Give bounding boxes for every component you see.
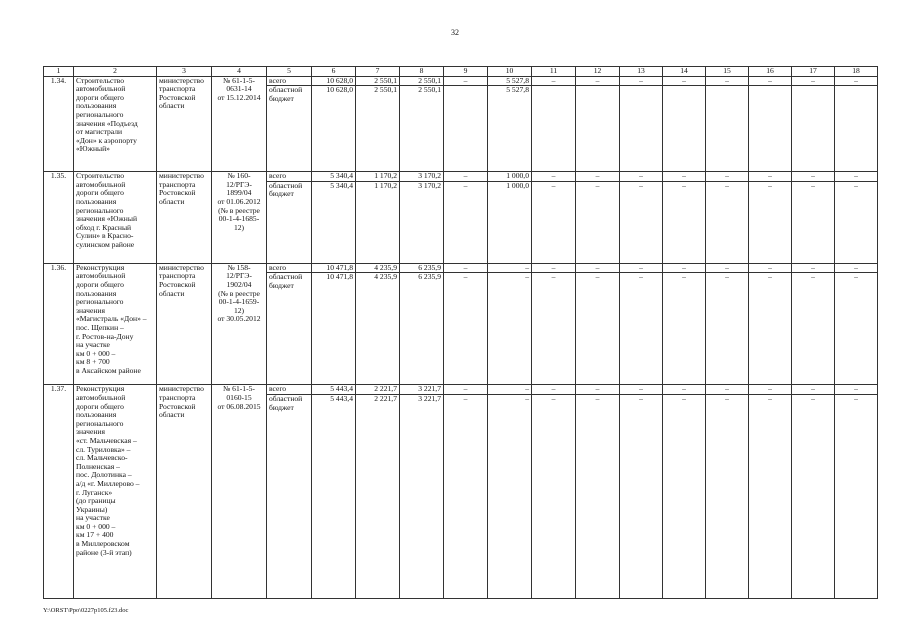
amount-cell: – [749, 273, 792, 385]
amount-cell: – [620, 181, 663, 263]
amount-cell [576, 86, 620, 172]
amount-cell: – [749, 76, 792, 86]
amount-cell: – [576, 76, 620, 86]
amount-cell: – [749, 394, 792, 598]
funding-source: областной бюджет [267, 181, 312, 263]
amount-cell: – [532, 273, 576, 385]
row-number: 1.34. [44, 76, 74, 172]
amount-cell: – [792, 76, 835, 86]
amount-cell: – [706, 181, 749, 263]
amount-cell: 5 527,8 [488, 76, 532, 86]
amount-cell: – [792, 181, 835, 263]
amount-cell: 1 170,2 [356, 172, 400, 182]
expertise-document: № 61-1-5- 0160-15 от 06.08.2015 [212, 385, 267, 599]
amount-cell: – [620, 263, 663, 273]
amount-cell: – [749, 181, 792, 263]
object-name: Реконструкция автомобильной дороги общего пользования регионального значения «ст. Мальчевская – сл. Туриловка» – сл. Мальчевско- Полненская – пос. Долотинка – а/д «г. Миллерово – г. Луганск» (до границы Украины) на участке км 0 + 000 – км 17 + 400 в Миллеровском районе (3-й этап) [74, 385, 157, 599]
amount-cell [835, 86, 878, 172]
amount-cell: 10 628,0 [312, 76, 356, 86]
amount-cell: – [835, 172, 878, 182]
amount-cell: 5 340,4 [312, 172, 356, 182]
col-number: 7 [356, 67, 400, 77]
amount-cell: – [576, 273, 620, 385]
file-path-footer: Y:\ORST\Ppo\0227p105.f23.doc [43, 607, 129, 614]
amount-cell: 6 235,9 [400, 263, 444, 273]
amount-cell: – [576, 181, 620, 263]
col-number: 12 [576, 67, 620, 77]
amount-cell: – [532, 181, 576, 263]
amount-cell: 3 170,2 [400, 172, 444, 182]
amount-cell: – [835, 76, 878, 86]
funding-source: всего [267, 76, 312, 86]
amount-cell [620, 86, 663, 172]
amount-cell: – [835, 273, 878, 385]
amount-cell [792, 86, 835, 172]
amount-cell: – [663, 263, 706, 273]
amount-cell: – [706, 76, 749, 86]
amount-cell: – [792, 273, 835, 385]
row-number: 1.37. [44, 385, 74, 599]
amount-cell: – [444, 181, 488, 263]
table-row [44, 172, 878, 182]
amount-cell: 2 221,7 [356, 394, 400, 598]
amount-cell: – [488, 385, 532, 395]
amount-cell: – [488, 273, 532, 385]
funding-source: всего [267, 172, 312, 182]
table-row [44, 263, 878, 273]
amount-cell: – [792, 385, 835, 395]
col-number: 2 [74, 67, 157, 77]
amount-cell: – [792, 172, 835, 182]
funding-source: областной бюджет [267, 86, 312, 172]
responsible-organization: министерство транспорта Ростовской области [157, 385, 212, 599]
amount-cell: – [835, 263, 878, 273]
funding-source: областной бюджет [267, 273, 312, 385]
amount-cell: – [663, 273, 706, 385]
amount-cell: 2 550,1 [400, 86, 444, 172]
responsible-organization: министерство транспорта Ростовской области [157, 172, 212, 264]
amount-cell: – [488, 394, 532, 598]
amount-cell: 10 471,8 [312, 263, 356, 273]
funding-source: всего [267, 263, 312, 273]
funding-source: всего [267, 385, 312, 395]
amount-cell: – [532, 385, 576, 395]
amount-cell: – [620, 385, 663, 395]
amount-cell: – [576, 263, 620, 273]
column-number-row [44, 67, 878, 77]
amount-cell: – [706, 273, 749, 385]
row-number: 1.36. [44, 263, 74, 385]
amount-cell: – [749, 263, 792, 273]
row-number: 1.35. [44, 172, 74, 264]
col-number: 14 [663, 67, 706, 77]
amount-cell: – [749, 172, 792, 182]
amount-cell: 2 550,1 [356, 86, 400, 172]
amount-cell: 5 443,4 [312, 394, 356, 598]
amount-cell: – [706, 394, 749, 598]
funding-source: областной бюджет [267, 394, 312, 598]
amount-cell: – [576, 385, 620, 395]
amount-cell: – [576, 394, 620, 598]
col-number: 16 [749, 67, 792, 77]
expertise-document: № 158- 12/РГЭ- 1902/04 (№ в реестре 00-1-4-1659- 12) от 30.05.2012 [212, 263, 267, 385]
col-number: 13 [620, 67, 663, 77]
col-number: 1 [44, 67, 74, 77]
amount-cell [532, 86, 576, 172]
amount-cell: – [444, 394, 488, 598]
amount-cell: 3 221,7 [400, 394, 444, 598]
amount-cell: – [835, 385, 878, 395]
amount-cell: 3 221,7 [400, 385, 444, 395]
amount-cell [706, 86, 749, 172]
amount-cell: – [835, 181, 878, 263]
amount-cell: 5 527,8 [488, 86, 532, 172]
amount-cell: – [532, 394, 576, 598]
col-number: 6 [312, 67, 356, 77]
amount-cell: – [620, 76, 663, 86]
amount-cell: 5 443,4 [312, 385, 356, 395]
col-number: 9 [444, 67, 488, 77]
table-row [44, 76, 878, 86]
amount-cell: 1 000,0 [488, 172, 532, 182]
amount-cell: – [706, 385, 749, 395]
amount-cell [749, 86, 792, 172]
amount-cell: – [532, 76, 576, 86]
amount-cell: – [444, 263, 488, 273]
amount-cell: – [792, 394, 835, 598]
amount-cell: 1 170,2 [356, 181, 400, 263]
amount-cell: 2 221,7 [356, 385, 400, 395]
amount-cell: 4 235,9 [356, 273, 400, 385]
amount-cell: – [620, 273, 663, 385]
table-row [44, 385, 878, 395]
amount-cell: – [444, 76, 488, 86]
amount-cell: – [663, 394, 706, 598]
responsible-organization: министерство транспорта Ростовской области [157, 263, 212, 385]
expertise-document: № 61-1-5- 0631-14 от 15.12.2014 [212, 76, 267, 172]
program-table [43, 66, 878, 599]
amount-cell: 2 550,1 [400, 76, 444, 86]
amount-cell: – [444, 385, 488, 395]
amount-cell: – [663, 181, 706, 263]
amount-cell: – [706, 263, 749, 273]
amount-cell: 10 628,0 [312, 86, 356, 172]
amount-cell: – [444, 172, 488, 182]
amount-cell: – [706, 172, 749, 182]
amount-cell: – [663, 76, 706, 86]
amount-cell: 3 170,2 [400, 181, 444, 263]
col-number: 8 [400, 67, 444, 77]
amount-cell: – [532, 172, 576, 182]
amount-cell: – [663, 385, 706, 395]
amount-cell: – [835, 394, 878, 598]
amount-cell: – [444, 273, 488, 385]
amount-cell: – [620, 394, 663, 598]
responsible-organization: министерство транспорта Ростовской области [157, 76, 212, 172]
amount-cell: – [620, 172, 663, 182]
object-name: Реконструкция автомобильной дороги общего пользования регионального значения «Магистраль «Дон» – пос. Щепкин – г. Ростов-на-Дону на участке км 0 + 000 – км 8 + 700 в Аксайском районе [74, 263, 157, 385]
col-number: 11 [532, 67, 576, 77]
col-number: 15 [706, 67, 749, 77]
col-number: 10 [488, 67, 532, 77]
expertise-document: № 160- 12/РГЭ- 1899/04 от 01.06.2012 (№ в реестре 00-1-4-1685- 12) [212, 172, 267, 264]
amount-cell: 4 235,9 [356, 263, 400, 273]
amount-cell: – [792, 263, 835, 273]
col-number: 3 [157, 67, 212, 77]
object-name: Строительство автомобильной дороги общего пользования регионального значения «Подъезд от магистрали «Дон» к аэропорту «Южный» [74, 76, 157, 172]
col-number: 18 [835, 67, 878, 77]
amount-cell: – [749, 385, 792, 395]
amount-cell: – [532, 263, 576, 273]
amount-cell: 1 000,0 [488, 181, 532, 263]
amount-cell: – [488, 263, 532, 273]
col-number: 5 [267, 67, 312, 77]
amount-cell [663, 86, 706, 172]
amount-cell: 10 471,8 [312, 273, 356, 385]
object-name: Строительство автомобильной дороги общего пользования регионального значения «Южный обход г. Красный Сулин» в Красно- сулинском районе [74, 172, 157, 264]
amount-cell [444, 86, 488, 172]
amount-cell: 2 550,1 [356, 76, 400, 86]
amount-cell: 5 340,4 [312, 181, 356, 263]
amount-cell: – [576, 172, 620, 182]
page-number: 32 [451, 28, 459, 37]
col-number: 4 [212, 67, 267, 77]
amount-cell: 6 235,9 [400, 273, 444, 385]
amount-cell: – [663, 172, 706, 182]
col-number: 17 [792, 67, 835, 77]
